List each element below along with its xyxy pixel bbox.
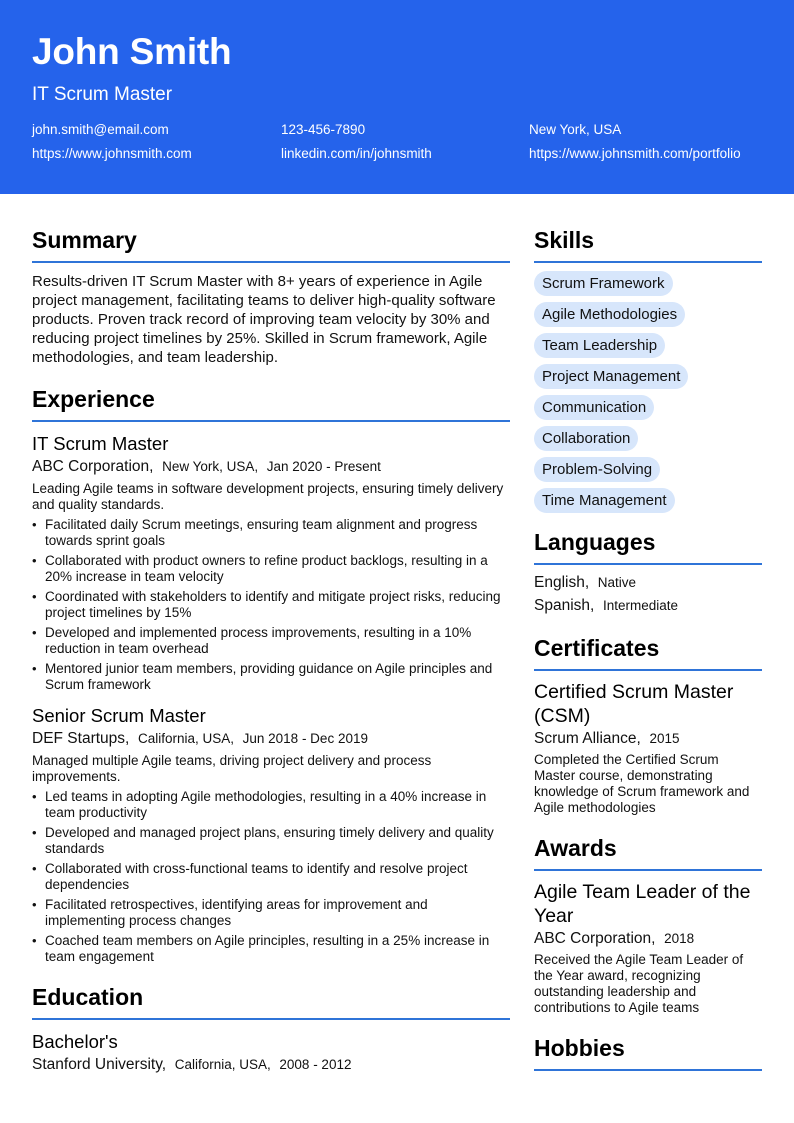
- school-name: Stanford University,: [32, 1056, 167, 1073]
- languages-section: [534, 526, 762, 616]
- section-divider: [534, 261, 762, 263]
- linkedin-link[interactable]: linkedin.com/in/johnsmith: [281, 146, 432, 161]
- side-column: [534, 224, 762, 1071]
- skills-section: [534, 224, 762, 513]
- education-dates: 2008 - 2012: [279, 1057, 352, 1072]
- degree-title: Bachelor's: [32, 1031, 118, 1052]
- section-divider: [534, 869, 762, 871]
- section-divider: [534, 1069, 762, 1071]
- skill-chip: Collaboration: [534, 426, 638, 451]
- job-bullet: • Facilitated retrospectives, identifying areas for improvement and implementing process changes: [32, 897, 510, 929]
- job-bullet: • Facilitated daily Scrum meetings, ensuring team alignment and progress towards sprint goals: [32, 517, 510, 549]
- section-divider: [32, 1018, 510, 1020]
- certificate-description: Completed the Certified Scrum Master course, demonstrating knowledge of Scrum framework and Agile methodologies: [534, 752, 750, 815]
- job-meta: [32, 729, 510, 749]
- job-entry: [32, 704, 510, 965]
- education-section: [32, 981, 510, 1075]
- skill-chip: Problem-Solving: [534, 457, 660, 482]
- skill-chip: Team Leadership: [534, 333, 665, 358]
- job-bullet: • Collaborated with cross-functional teams to identify and resolve project dependencies: [32, 861, 510, 893]
- location-text: New York, USA: [529, 122, 622, 137]
- language-item: [534, 573, 762, 593]
- award-meta: [534, 929, 762, 949]
- section-divider: [534, 669, 762, 671]
- summary-heading: Summary: [32, 227, 137, 253]
- certificates-heading: Certificates: [534, 635, 660, 661]
- job-entry: [32, 432, 510, 693]
- hobbies-section: [534, 1032, 762, 1071]
- job-bullet: • Coordinated with stakeholders to identify and mitigate project risks, reducing project timelines by 15%: [32, 589, 510, 621]
- award-description: Received the Agile Team Leader of the Year award, recognizing outstanding leadership and contributions to Agile teams: [534, 952, 744, 1015]
- job-description: Managed multiple Agile teams, driving project delivery and process improvements.: [32, 753, 432, 784]
- section-divider: [32, 261, 510, 263]
- skill-chip: Project Management: [534, 364, 688, 389]
- candidate-name: John Smith: [32, 31, 232, 72]
- phone-number: 123-456-7890: [281, 122, 366, 137]
- job-bullet: • Developed and managed project plans, ensuring timely delivery and quality standards: [32, 825, 510, 857]
- job-bullet: • Collaborated with product owners to refine product backlogs, resulting in a 20% increase in team velocity: [32, 553, 510, 585]
- summary-text: Results-driven IT Scrum Master with 8+ years of experience in Agile project management, facilitating teams to deliver high-quality software products. Proven track record of improving team velocity by 30% and reducing project timelines by 25%. Skilled in Scrum framework, Agile methodologies, and team leadership.: [32, 273, 496, 366]
- skill-chip: Agile Methodologies: [534, 302, 685, 327]
- job-location: California, USA,: [137, 731, 235, 746]
- certificate-year: 2015: [649, 731, 680, 746]
- job-company: ABC Corporation,: [32, 458, 154, 475]
- job-bullet: • Coached team members on Agile principles, resulting in a 25% increase in team engagement: [32, 933, 510, 965]
- language-name: English,: [534, 574, 590, 591]
- job-bullet: • Led teams in adopting Agile methodologies, resulting in a 40% increase in team productivity: [32, 789, 510, 821]
- job-title: IT Scrum Master: [32, 433, 169, 454]
- resume-header: [0, 0, 794, 194]
- portfolio-link[interactable]: https://www.johnsmith.com/portfolio: [529, 146, 741, 161]
- language-name: Spanish,: [534, 597, 595, 614]
- job-bullets: [32, 517, 510, 693]
- job-title: Senior Scrum Master: [32, 705, 206, 726]
- language-level: Native: [597, 575, 637, 590]
- award-title: Agile Team Leader of the Year: [534, 881, 751, 927]
- skill-chip: Time Management: [534, 488, 675, 513]
- awards-heading: Awards: [534, 835, 617, 861]
- skills-heading: Skills: [534, 227, 595, 253]
- job-bullet: • Developed and implemented process improvements, resulting in a 10% reduction in team overhead: [32, 625, 510, 657]
- award-year: 2018: [664, 931, 695, 946]
- experience-heading: Experience: [32, 386, 155, 412]
- section-divider: [534, 563, 762, 565]
- website-link[interactable]: https://www.johnsmith.com: [32, 146, 192, 161]
- experience-section: [32, 383, 510, 965]
- language-level: Intermediate: [602, 598, 678, 613]
- certificate-meta: [534, 729, 762, 749]
- job-bullet: • Mentored junior team members, providing guidance on Agile principles and Scrum framework: [32, 661, 510, 693]
- summary-section: [32, 224, 510, 367]
- section-divider: [32, 420, 510, 422]
- job-meta: [32, 457, 510, 477]
- language-item: [534, 596, 762, 616]
- certificate-title: Certified Scrum Master (CSM): [534, 681, 734, 727]
- main-column: [32, 224, 510, 1075]
- candidate-title: IT Scrum Master: [32, 84, 173, 105]
- job-company: DEF Startups,: [32, 730, 130, 747]
- certificate-issuer: Scrum Alliance,: [534, 730, 641, 747]
- awards-section: [534, 832, 762, 1016]
- email-link[interactable]: john.smith@email.com: [32, 122, 169, 137]
- certificates-section: [534, 632, 762, 816]
- skill-chip: Communication: [534, 395, 654, 420]
- school-location: California, USA,: [174, 1057, 271, 1072]
- award-issuer: ABC Corporation,: [534, 930, 656, 947]
- hobbies-heading: Hobbies: [534, 1035, 625, 1061]
- job-location: New York, USA,: [162, 459, 259, 474]
- skill-chip: Scrum Framework: [534, 271, 673, 296]
- skills-list: [534, 271, 762, 513]
- education-heading: Education: [32, 984, 144, 1010]
- languages-heading: Languages: [534, 529, 656, 555]
- job-dates: Jan 2020 - Present: [266, 459, 381, 474]
- job-description: Leading Agile teams in software development projects, ensuring timely delivery and quality standards.: [32, 481, 504, 512]
- job-dates: Jun 2018 - Dec 2019: [242, 731, 368, 746]
- job-bullets: [32, 789, 510, 965]
- education-meta: [32, 1055, 510, 1075]
